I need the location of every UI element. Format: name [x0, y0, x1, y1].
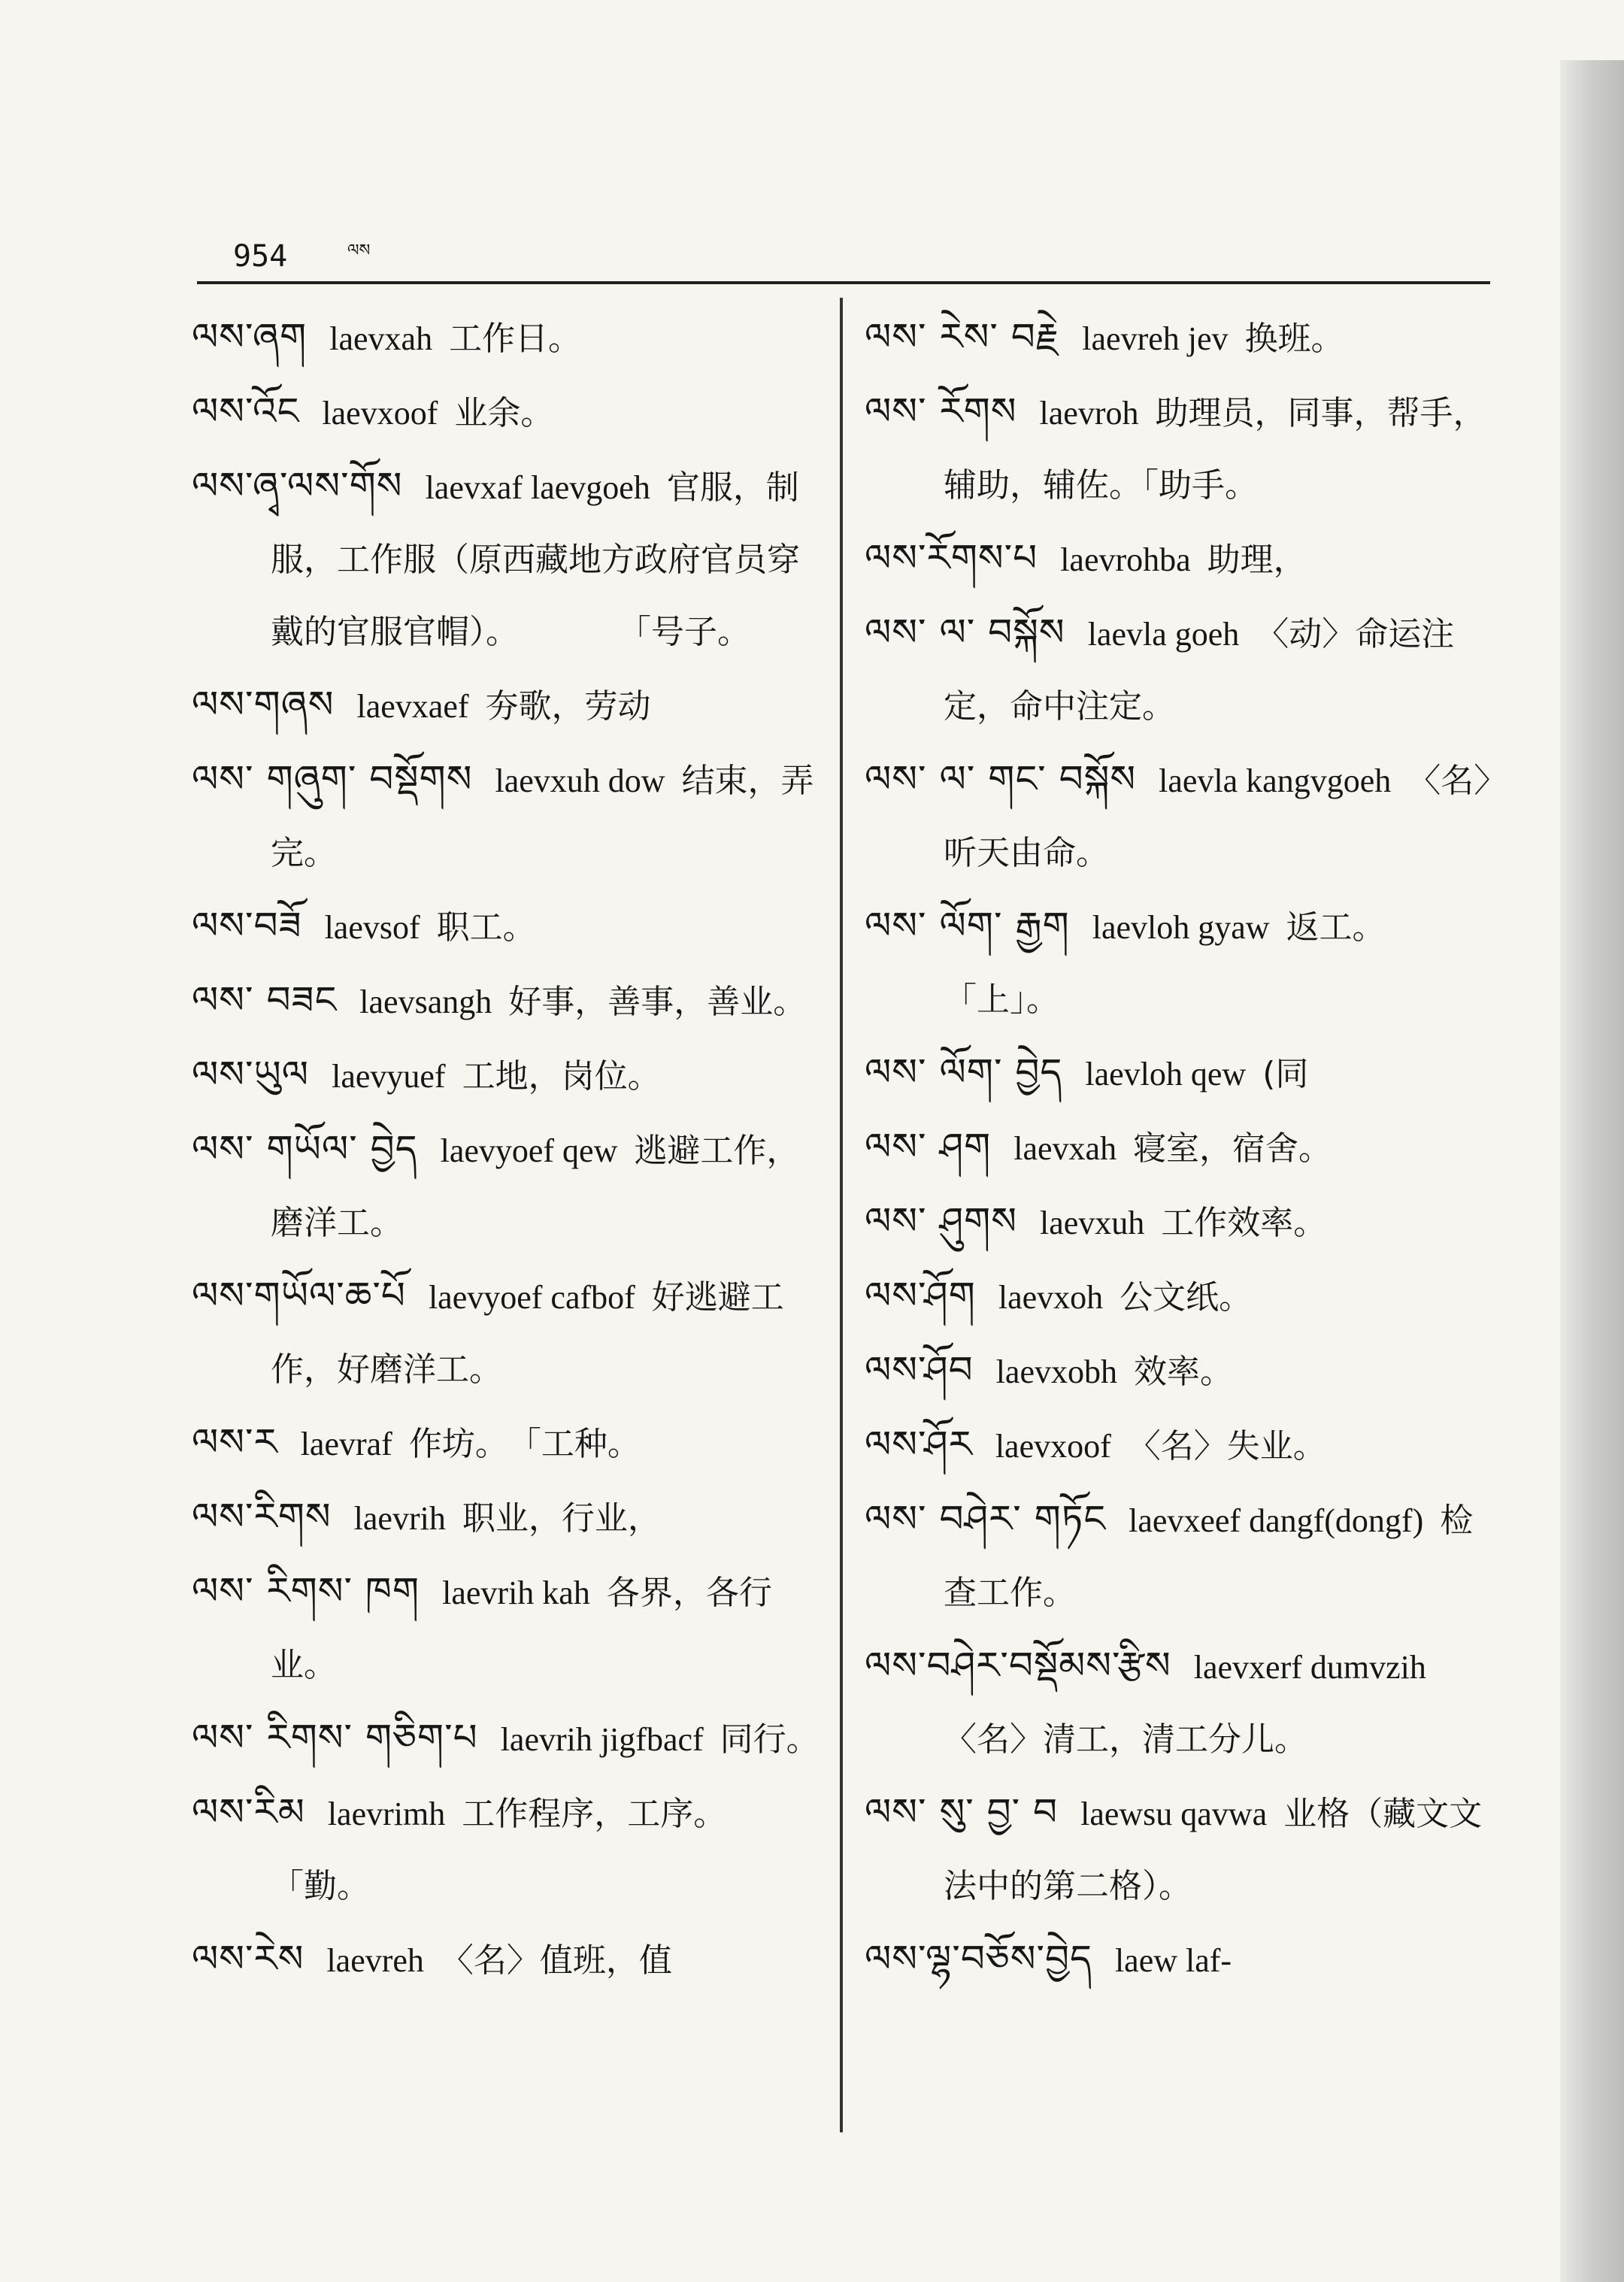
chinese-definition: 逃避工作，磨洋工。 — [271, 1132, 800, 1242]
romanization: laevraf — [300, 1426, 392, 1462]
dictionary-entry — [865, 522, 1496, 596]
tibetan-headword: ལས་ བཟང — [192, 978, 338, 1022]
romanization: laevxah — [1013, 1130, 1117, 1167]
header-rule — [197, 281, 1490, 284]
chinese-definition: 各界，各行业。 — [271, 1574, 772, 1684]
romanization: laevxoof — [995, 1428, 1111, 1465]
chinese-definition: 同行。 — [720, 1720, 820, 1759]
dictionary-entry — [192, 1555, 823, 1702]
dictionary-entry — [192, 964, 823, 1038]
dictionary-entry — [865, 1185, 1496, 1259]
tibetan-headword: ལས་ཡུལ — [192, 1053, 310, 1096]
chinese-definition: 换班。 — [1244, 320, 1344, 358]
tibetan-headword: ལས་ ལ་ བསྐོས — [865, 611, 1065, 654]
chinese-definition: 职工。 — [436, 908, 536, 947]
chinese-definition: 工作程序，工序。 「勤。 — [271, 1795, 909, 1905]
tibetan-headword: ལས་ཞག — [192, 315, 308, 359]
romanization: laevsof — [324, 909, 420, 946]
romanization: laevla goeh — [1087, 616, 1240, 653]
dictionary-entry — [865, 1334, 1496, 1408]
romanization: laew laf- — [1114, 1942, 1232, 1979]
romanization: laevxuh dow — [495, 762, 665, 799]
dictionary-entry — [865, 301, 1496, 375]
dictionary-entry — [192, 1923, 823, 1997]
tibetan-headword: ལས་གཡོལ་ཆ་པོ — [192, 1274, 406, 1317]
dictionary-entry — [192, 450, 823, 668]
dictionary-entry — [865, 743, 1496, 889]
dictionary-entry — [865, 1259, 1496, 1334]
romanization: laevyoef cafbof — [428, 1279, 635, 1316]
romanization: laevxaef — [356, 688, 469, 725]
tibetan-headword: ལས་ སུ་ བྱ་ བ — [865, 1790, 1059, 1834]
chinese-definition: 〈名〉清工，清工分儿。 — [944, 1720, 1307, 1759]
romanization: laevyuef — [332, 1058, 446, 1095]
dictionary-entry — [865, 1629, 1496, 1776]
dictionary-entry — [192, 1038, 823, 1113]
tibetan-headword: ལས་ ལོག་ བྱེད — [865, 1050, 1063, 1094]
dictionary-entry — [865, 1111, 1496, 1185]
tibetan-headword: ལས་ གཡོལ་ བྱེད — [192, 1127, 418, 1171]
tibetan-headword: ལས་གཞས — [192, 683, 335, 726]
tibetan-headword: ལས་འོང — [192, 389, 300, 433]
tibetan-headword: ལས་ རིགས་ གཅིག་པ — [192, 1716, 478, 1759]
chinese-definition: 〈名〉值班，值 — [440, 1941, 672, 1980]
romanization: laevloh gyaw — [1092, 909, 1270, 946]
dictionary-entry — [865, 596, 1496, 743]
left-column — [192, 301, 909, 1997]
tibetan-headword: ལས་ གཞུག་ བསྡོགས — [192, 757, 473, 801]
chinese-definition: (同 — [1262, 1055, 1309, 1093]
dictionary-entry — [865, 889, 1535, 1036]
romanization: laevxaf laevgoeh — [425, 469, 650, 506]
chinese-definition: 〈名〉听天由命。 — [944, 762, 1491, 872]
page-number: 954 — [233, 239, 288, 274]
romanization: laewsu qavwa — [1080, 1796, 1268, 1832]
dictionary-entry — [865, 1923, 1496, 1997]
page-header — [197, 226, 1490, 286]
tibetan-headword: ལས་ ལ་ གང་ བསྐོས — [865, 757, 1137, 801]
tibetan-headword: ལས་ཤོག — [865, 1274, 976, 1317]
tibetan-headword: ལས་ཞྭ་ལས་གོས — [192, 464, 403, 508]
dictionary-entry — [865, 1408, 1496, 1483]
dictionary-entry — [192, 1113, 823, 1259]
tibetan-headword: ལས་བཤེར་བསྡོམས་རྩིས — [865, 1644, 1171, 1687]
dictionary-entry — [192, 1259, 823, 1406]
romanization: laevrih — [353, 1500, 446, 1537]
tibetan-headword: ལས་ཤོར — [865, 1423, 973, 1466]
romanization: laevroh — [1039, 395, 1139, 432]
dictionary-entry — [192, 1702, 823, 1776]
tibetan-headword: ལས་རིགས — [192, 1495, 332, 1538]
dictionary-entry — [192, 1776, 909, 1923]
dictionary-entry — [192, 301, 823, 375]
romanization: laevxerf dumvzih — [1193, 1649, 1426, 1686]
chinese-definition: 公文纸。 — [1120, 1278, 1253, 1317]
chinese-definition: 寝室，宿舍。 — [1133, 1129, 1332, 1168]
romanization: laevrimh — [327, 1796, 446, 1832]
tibetan-headword: ལས་ ལོག་ རྒྱག — [865, 904, 1070, 947]
chinese-definition: 返工。 「上」。 — [944, 908, 1535, 1019]
chinese-definition: 工作日。 — [449, 320, 582, 358]
chinese-definition: 检查工作。 — [944, 1502, 1474, 1612]
column-divider — [840, 298, 843, 2132]
romanization: laevrih kah — [442, 1574, 590, 1611]
romanization: laevxoh — [998, 1279, 1104, 1316]
right-column — [865, 301, 1535, 1997]
tibetan-headword: ལས་ར — [192, 1420, 278, 1464]
tibetan-headword: ལས་ཤོབ — [865, 1348, 974, 1392]
tibetan-headword: ལས་ རེས་ བརྗེ — [865, 315, 1060, 359]
romanization: laevyoef qew — [440, 1132, 618, 1169]
chinese-definition: 工地，岗位。 — [462, 1057, 661, 1096]
romanization: laevsangh — [359, 983, 492, 1020]
romanization: laevxuh — [1040, 1205, 1145, 1241]
chinese-definition: 官服，制服，工作服（原西藏地方政府官员穿戴的官服官帽）。 「号子。 — [271, 468, 800, 651]
romanization: laevreh — [326, 1942, 424, 1979]
tibetan-headword: ལས་ ཤག — [865, 1125, 992, 1168]
romanization: laevla kangvgoeh — [1159, 762, 1392, 799]
chinese-definition: 结束，弄完。 — [271, 762, 814, 872]
chinese-definition: 〈名〉失业。 — [1127, 1427, 1326, 1465]
chinese-definition: 〈动〉命运注定，命中注定。 — [944, 615, 1455, 726]
dictionary-entry — [865, 375, 1496, 522]
romanization: laevloh qew — [1085, 1056, 1247, 1093]
tibetan-headword: ལས་ ཤུགས — [865, 1199, 1017, 1243]
romanization: laevreh jev — [1082, 320, 1229, 357]
chinese-definition: 作坊。 「工种。 — [408, 1425, 641, 1463]
chinese-definition: 业格（藏文文法中的第二格）。 — [944, 1795, 1483, 1905]
dictionary-entry — [865, 1776, 1496, 1923]
romanization: laevxobh — [995, 1353, 1117, 1390]
romanization: laevxah — [329, 320, 433, 357]
tibetan-headword: ལས་ རིགས་ ཁག — [192, 1569, 420, 1613]
tibetan-headword: ལས་ལྷ་བཅོས་བྱེད — [865, 1937, 1092, 1980]
dictionary-entry — [192, 668, 823, 743]
tibetan-headword: ལས་ རོགས — [865, 389, 1017, 433]
chinese-definition: 工作效率。 — [1161, 1204, 1327, 1242]
running-head: ལས — [347, 241, 371, 260]
chinese-definition: 助理， — [1207, 541, 1307, 579]
chinese-definition: 业余。 — [454, 394, 554, 432]
dictionary-entry — [192, 1480, 823, 1555]
chinese-definition: 助理员，同事，帮手，辅助，辅佐。「助手。 — [944, 394, 1486, 505]
chinese-definition: 好事，善事，善业。 — [508, 983, 807, 1021]
dictionary-entry — [192, 375, 823, 450]
romanization: laevxoof — [322, 395, 438, 432]
tibetan-headword: ལས་བཟོ — [192, 904, 302, 947]
scan-edge-shadow — [1560, 60, 1624, 2282]
romanization: laevrih jigfbacf — [500, 1721, 704, 1758]
dictionary-entry — [865, 1036, 1496, 1111]
chinese-definition: 职业，行业， — [462, 1499, 661, 1538]
chinese-definition: 效率。 — [1134, 1353, 1233, 1391]
dictionary-entry — [192, 743, 823, 889]
dictionary-entry — [192, 889, 823, 964]
chinese-definition: 好逃避工作，好磨洋工。 — [271, 1278, 784, 1389]
chinese-definition: 夯歌，劳动 — [485, 687, 651, 726]
romanization: laevxeef dangf(dongf) — [1129, 1502, 1424, 1539]
dictionary-entry — [865, 1483, 1496, 1629]
tibetan-headword: ལས་ བཤེར་ གཏོང — [865, 1497, 1107, 1541]
romanization: laevrohba — [1060, 541, 1191, 578]
tibetan-headword: ལས་རེས — [192, 1937, 304, 1980]
tibetan-headword: ལས་རིམ — [192, 1790, 305, 1834]
tibetan-headword: ལས་རོགས་པ — [865, 536, 1038, 580]
dictionary-entry — [192, 1406, 823, 1480]
